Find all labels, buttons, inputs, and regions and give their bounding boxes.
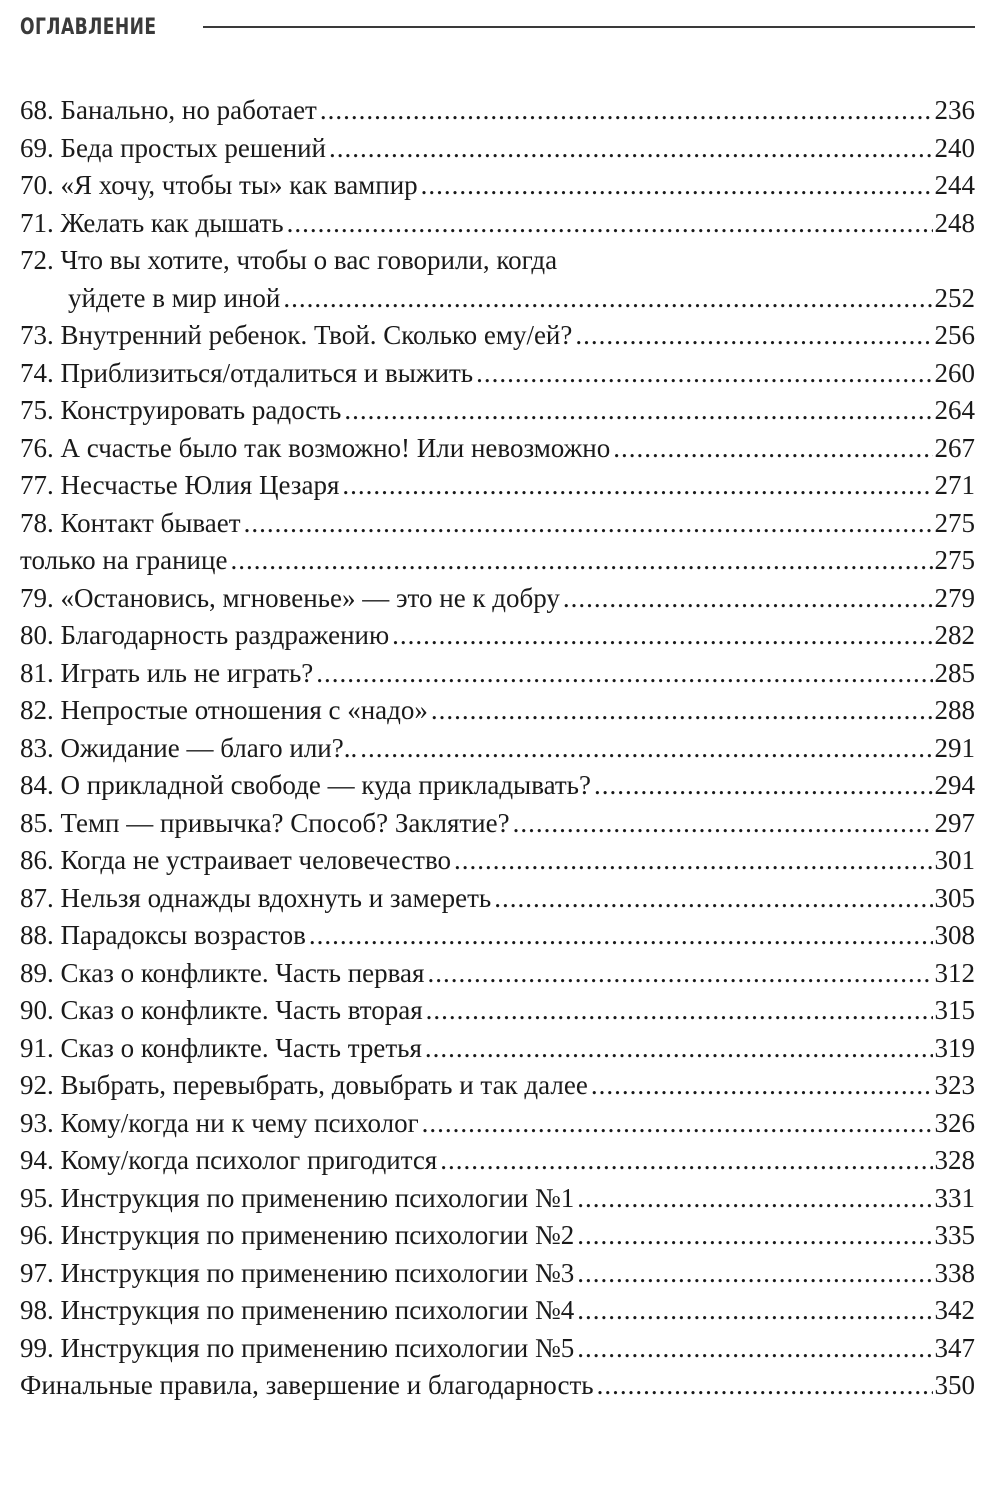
toc-entry-page: 291 <box>934 732 975 763</box>
toc-entry-title: 90. Сказ о конфликте. Часть вторая <box>20 995 423 1025</box>
toc-entry-title: 94. Кому/когда психолог пригодится <box>20 1145 438 1175</box>
toc-entry <box>20 805 975 843</box>
toc-entry <box>20 205 975 243</box>
toc-entry-title: 75. Конструировать радость <box>20 395 342 425</box>
toc-entry-page: 328 <box>934 1145 975 1175</box>
toc-entry-title: 74. Приблизиться/отдалиться и выжить <box>20 357 474 388</box>
dot-leader <box>309 917 933 955</box>
toc-entry <box>20 167 975 205</box>
toc-entry-title: 87. Нельзя однажды вдохнуть и замереть <box>20 882 492 913</box>
toc-entry-page: 252 <box>934 282 975 313</box>
toc-entry-page: 323 <box>934 1070 975 1100</box>
toc-entry-page: 308 <box>934 920 975 950</box>
dot-leader <box>431 692 933 730</box>
toc-entry-title: 79. «Остановись, мгновенье» — это не к добру <box>20 582 560 613</box>
dot-leader <box>440 1142 932 1180</box>
dot-leader <box>287 205 933 243</box>
dot-leader <box>613 430 932 468</box>
toc-entry-title: 96. Инструкция по применению психологии №2 <box>20 1220 575 1250</box>
dot-leader <box>513 805 933 843</box>
toc-entry <box>20 1330 975 1368</box>
dot-leader <box>426 992 933 1030</box>
dot-leader <box>563 580 933 618</box>
toc-entry <box>20 1255 975 1293</box>
toc-entry-title: 89. Сказ о конфликте. Часть первая <box>20 957 425 988</box>
dot-leader <box>454 842 932 880</box>
toc-entry-title: 80. Благодарность раздражению <box>20 620 390 650</box>
toc-entry-title: 83. Ожидание — благо или?.. <box>20 732 358 763</box>
toc-entry <box>20 617 975 655</box>
toc-entry-page: 267 <box>934 432 975 463</box>
dot-leader <box>230 542 932 580</box>
toc-entry-page: 256 <box>934 320 975 350</box>
toc-entry-title: 71. Желать как дышать <box>20 207 284 238</box>
dot-leader <box>577 1292 932 1330</box>
dot-leader <box>344 392 932 430</box>
dot-leader <box>329 130 932 168</box>
toc-entry <box>20 917 975 955</box>
toc-entry-page: 271 <box>934 470 975 500</box>
dot-leader <box>476 355 932 393</box>
toc-entry <box>20 505 975 543</box>
toc-entry-title-continuation: уйдете в мир иной <box>68 282 281 313</box>
toc-entry-page: 236 <box>934 95 975 125</box>
toc-entry <box>20 392 975 430</box>
toc-entry-page: 248 <box>934 207 975 238</box>
toc-entry <box>20 542 975 580</box>
toc-entry-title: 93. Кому/когда ни к чему психолог <box>20 1107 419 1138</box>
dot-leader <box>577 1180 932 1218</box>
toc-entry <box>20 1030 975 1068</box>
section-title: ОГЛАВЛЕНИЕ <box>20 14 157 40</box>
toc-entry <box>20 430 975 468</box>
toc-entry-title: 84. О прикладной свободе — куда прикладывать? <box>20 770 591 800</box>
header-rule <box>203 26 975 28</box>
toc-entry-page: 275 <box>934 545 975 575</box>
toc-entry <box>20 730 975 768</box>
toc-entry-page: 335 <box>934 1220 975 1250</box>
dot-leader <box>577 1255 932 1293</box>
toc-entry <box>20 355 975 393</box>
toc-entry-page: 264 <box>934 395 975 425</box>
toc-entry-title: 98. Инструкция по применению психологии №4 <box>20 1295 575 1325</box>
toc-entry <box>20 1067 975 1105</box>
toc-entry-page: 294 <box>934 770 975 800</box>
toc-entry <box>20 92 975 130</box>
toc-entry-title: 77. Несчастье Юлия Цезаря <box>20 470 340 500</box>
toc-entry-page: 260 <box>934 357 975 388</box>
toc-entry-page: 301 <box>934 845 975 875</box>
toc-entry <box>20 992 975 1030</box>
toc-entry <box>20 130 975 168</box>
dot-leader <box>597 1367 933 1405</box>
toc-entry-page: 275 <box>934 507 975 538</box>
dot-leader <box>342 467 932 505</box>
toc-entry <box>20 1105 975 1143</box>
toc-entry-title: 91. Сказ о конфликте. Часть третья <box>20 1032 422 1063</box>
toc-entry <box>20 1367 975 1405</box>
toc-entry-title: 70. «Я хочу, чтобы ты» как вампир <box>20 170 418 200</box>
toc-entry <box>20 955 975 993</box>
toc-entry-page: 244 <box>934 170 975 200</box>
toc-entry-title: 73. Внутренний ребенок. Твой. Сколько ему/ей? <box>20 320 573 350</box>
toc-entry-page: 338 <box>934 1257 975 1288</box>
toc-entry-page: 342 <box>934 1295 975 1325</box>
toc-entry-title: 82. Непростые отношения с «надо» <box>20 695 428 725</box>
toc-entry-page: 312 <box>934 957 975 988</box>
dot-leader <box>575 317 932 355</box>
toc-entry-title: 86. Когда не устраивает человечество <box>20 845 452 875</box>
toc-entry-title: 68. Банально, но работает <box>20 95 317 125</box>
toc-entry-page: 240 <box>934 132 975 163</box>
dot-leader <box>425 1030 933 1068</box>
toc-entry-page: 326 <box>934 1107 975 1138</box>
toc-entry <box>20 317 975 355</box>
toc-entry-page: 279 <box>934 582 975 613</box>
toc-entry <box>20 692 975 730</box>
toc-entry <box>20 842 975 880</box>
dot-leader <box>422 1105 933 1143</box>
toc-entry-title: только на границе <box>20 545 228 575</box>
toc-entry-page: 305 <box>934 882 975 913</box>
toc-entry <box>20 767 975 805</box>
toc-entry-title: 97. Инструкция по применению психологии №3 <box>20 1257 575 1288</box>
toc-entry <box>20 1180 975 1218</box>
toc-entry-title-first-line: 72. Что вы хотите, чтобы о вас говорили, когда <box>20 245 558 275</box>
toc-entry-title: 85. Темп — привычка? Способ? Заклятие? <box>20 807 510 838</box>
toc-entry-title: 92. Выбрать, перевыбрать, довыбрать и так далее <box>20 1070 588 1100</box>
dot-leader <box>577 1217 932 1255</box>
toc-entry-page: 315 <box>934 995 975 1025</box>
toc-entry-title: 88. Парадоксы возрастов <box>20 920 306 950</box>
toc-entry-page: 331 <box>934 1182 975 1213</box>
toc-entry <box>20 467 975 505</box>
toc-entry-title: 99. Инструкция по применению психологии №5 <box>20 1332 575 1363</box>
toc-entry-page: 350 <box>934 1370 975 1400</box>
toc-entry <box>20 655 975 693</box>
toc-entry <box>20 1217 975 1255</box>
toc-entry-title: 81. Играть иль не играть? <box>20 657 314 688</box>
toc-entry <box>20 1292 975 1330</box>
toc-entry-page: 347 <box>934 1332 975 1363</box>
toc-entry-page: 288 <box>934 695 975 725</box>
page-header <box>20 10 975 44</box>
table-of-contents <box>20 92 975 1405</box>
dot-leader <box>594 767 933 805</box>
toc-entry-title: 78. Контакт бывает <box>20 507 241 538</box>
toc-entry-title: 69. Беда простых решений <box>20 132 327 163</box>
toc-entry <box>20 580 975 618</box>
dot-leader <box>283 280 932 318</box>
toc-entry <box>20 880 975 918</box>
toc-entry-page: 282 <box>934 620 975 650</box>
toc-entry-title: 95. Инструкция по применению психологии №1 <box>20 1182 575 1213</box>
dot-leader <box>427 955 932 993</box>
toc-entry-page: 297 <box>934 807 975 838</box>
dot-leader <box>577 1330 932 1368</box>
dot-leader <box>392 617 932 655</box>
dot-leader <box>320 92 933 130</box>
toc-entry-page: 285 <box>934 657 975 688</box>
dot-leader <box>244 505 933 543</box>
dot-leader <box>591 1067 933 1105</box>
toc-entry-title: Финальные правила, завершение и благодарность <box>20 1370 594 1400</box>
toc-entry-title: 76. А счастье было так возможно! Или невозможно <box>20 432 611 463</box>
dot-leader <box>421 167 933 205</box>
dot-leader <box>360 730 932 768</box>
toc-entry <box>20 1142 975 1180</box>
dot-leader <box>316 655 932 693</box>
dot-leader <box>494 880 932 918</box>
toc-entry <box>20 280 975 318</box>
toc-entry-page: 319 <box>934 1032 975 1063</box>
